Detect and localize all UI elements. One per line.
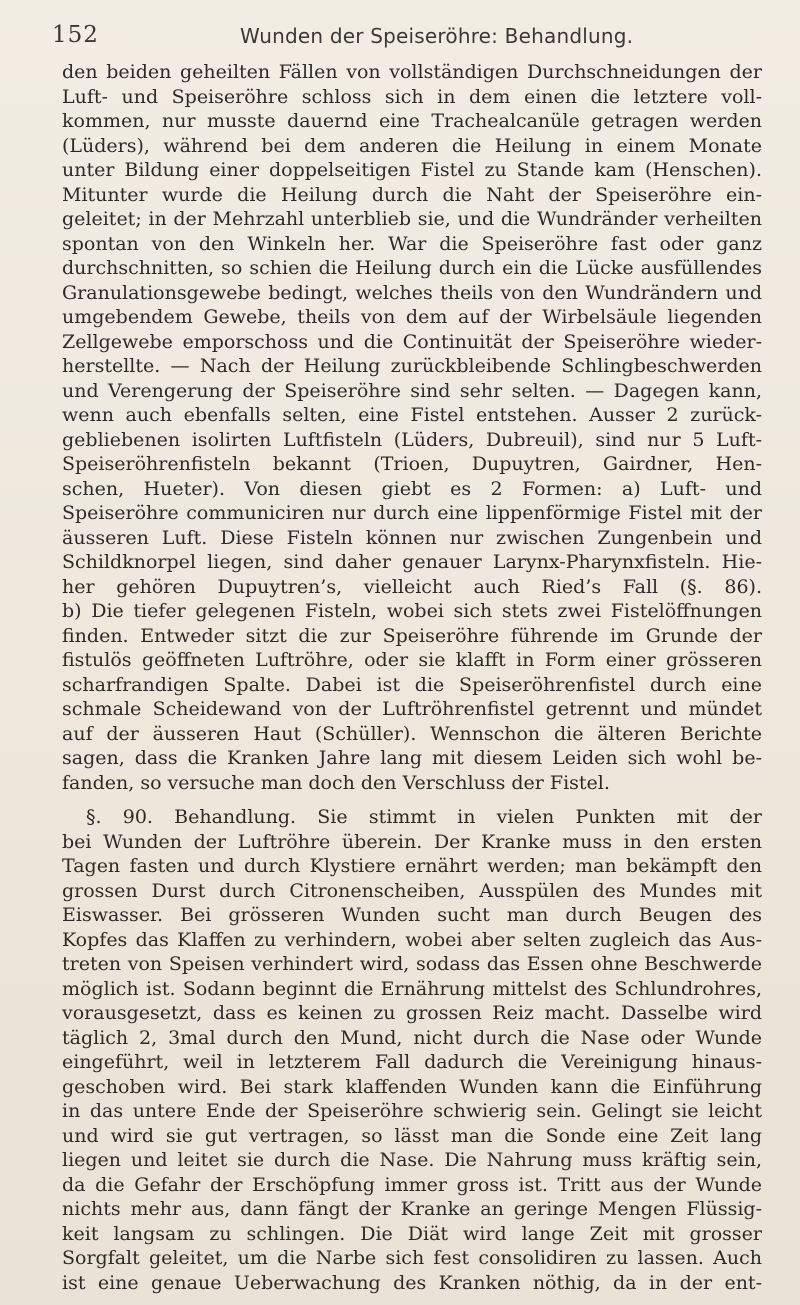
text-line: möglich ist. Sodann beginnt die Ernährung mittelst des Schlundrohres, (62, 977, 762, 1000)
running-title: Wunden der Speiseröhre: Behandlung. (240, 24, 634, 48)
text-line: gebliebenen isolirten Luftfisteln (Lüders, Dubreuil), sind nur 5 Luft- (62, 428, 762, 451)
text-line: spontan von den Winkeln her. War die Speiseröhre fast oder ganz (62, 232, 762, 255)
text-line: scharfrandigen Spalte. Dabei ist die Speiseröhrenfistel durch eine (62, 673, 762, 696)
text-line: her gehören Dupuytren’s, vielleicht auch Ried’s Fall (§. 86). (62, 575, 762, 598)
paragraph-treatment (62, 805, 762, 1295)
text-line: auf der äusseren Haut (Schüller). Wennschon die älteren Berichte (62, 722, 762, 745)
text-line: täglich 2, 3mal durch den Mund, nicht durch die Nase oder Wunde (62, 1026, 762, 1049)
page-number: 152 (52, 22, 99, 48)
paragraph-gap (62, 795, 762, 805)
text-line: nichts mehr aus, dann fängt der Kranke an geringe Mengen Flüssig- (62, 1198, 762, 1220)
text-line: treten von Speisen verhindert wird, sodass das Essen ohne Beschwerde (62, 953, 762, 975)
text-line: Tagen fasten und durch Klystiere ernährt werden; man bekämpft den (62, 855, 762, 877)
text-line: ist eine genaue Ueberwachung des Kranken nöthig, da in der ent- (62, 1271, 762, 1294)
text-line: finden. Entweder sitzt die zur Speiseröhre führende im Grunde der (62, 624, 762, 647)
text-line: Speiseröhrenfisteln bekannt (Trioen, Dupuytren, Gairdner, Hen- (62, 453, 762, 475)
text-line: und wird sie gut vertragen, so lässt man die Sonde eine Zeit lang (62, 1124, 762, 1147)
text-line: eingeführt, weil in letzterem Fall dadurch die Vereinigung hinaus- (62, 1051, 762, 1073)
text-line: in das untere Ende der Speiseröhre schwierig sein. Gelingt sie leicht (62, 1100, 762, 1122)
text-line: geleitet; in der Mehrzahl unterblieb sie, und die Wundränder verheilten (62, 208, 762, 230)
section-heading-line: §. 90. Behandlung. Sie stimmt in vielen Punkten mit der (86, 806, 762, 828)
text-line: geschoben wird. Bei stark klaffenden Wunden kann die Einführung (62, 1075, 762, 1098)
text-line: durchschnitten, so schien die Heilung durch ein die Lücke ausfüllendes (62, 257, 762, 279)
text-line: liegen und leitet sie durch die Nase. Die Nahrung muss kräftig sein, (62, 1149, 762, 1171)
text-line: schmale Scheidewand von der Luftröhrenfistel getrennt und mündet (62, 698, 762, 720)
text-line: keit langsam zu schlingen. Die Diät wird lange Zeit mit grosser (62, 1222, 762, 1245)
running-head (0, 22, 800, 56)
text-line: (Lüders), während bei dem anderen die Heilung in einem Monate (62, 134, 762, 157)
text-line: wenn auch ebenfalls selten, eine Fistel entstehen. Ausser 2 zurück- (62, 404, 762, 426)
text-line: fistulös geöffneten Luftröhre, oder sie klafft in Form einer grösseren (62, 649, 762, 671)
text-line: Granulationsgewebe bedingt, welches theils von den Wundrändern und (62, 281, 762, 304)
paragraph-fistula (62, 60, 762, 795)
text-line: Mitunter wurde die Heilung durch die Naht der Speiseröhre ein- (62, 183, 762, 206)
text-line: fanden, so versuche man doch den Verschluss der Fistel. (62, 771, 610, 794)
text-line: b) Die tiefer gelegenen Fisteln, wobei sich stets zwei Fistelöffnungen (62, 600, 762, 622)
text-line: Schildknorpel liegen, sind daher genauer Larynx-Pharynxfisteln. Hie- (62, 551, 762, 573)
text-line: und Verengerung der Speiseröhre sind sehr selten. — Dagegen kann, (62, 379, 762, 402)
text-line: bei Wunden der Luftröhre überein. Der Kranke muss in den ersten (62, 830, 762, 853)
text-line: den beiden geheilten Fällen von vollständigen Durchschneidungen der (62, 61, 762, 83)
text-line: kommen, nur musste dauernd eine Trachealcanüle getragen werden (62, 110, 762, 132)
text-line: vorausgesetzt, dass es keinen zu grossen Reiz macht. Dasselbe wird (62, 1002, 762, 1024)
text-line: unter Bildung einer doppelseitigen Fistel zu Stande kam (Henschen). (62, 159, 762, 181)
text-line: Luft- und Speiseröhre schloss sich in dem einen die letztere voll- (62, 85, 762, 108)
text-line: Eiswasser. Bei grösseren Wunden sucht man durch Beugen des (62, 904, 762, 926)
text-line: Speiseröhre communiciren nur durch eine lippenförmige Fistel mit der (62, 502, 762, 524)
text-line: grossen Durst durch Citronenscheiben, Ausspülen des Mundes mit (62, 879, 762, 902)
text-line: Kopfes das Klaffen zu verhindern, wobei aber selten zugleich das Aus- (62, 928, 762, 951)
text-line: herstellte. — Nach der Heilung zurückbleibende Schlingbeschwerden (62, 355, 762, 377)
text-line: sagen, dass die Kranken Jahre lang mit diesem Leiden sich wohl be- (62, 747, 762, 769)
text-line: Sorgfalt geleitet, um die Narbe sich fest consolidiren zu lassen. Auch (62, 1247, 762, 1269)
text-line: da die Gefahr der Erschöpfung immer gross ist. Tritt aus der Wunde (62, 1173, 762, 1196)
text-line: äusseren Luft. Diese Fisteln können nur zwischen Zungenbein und (62, 526, 762, 549)
text-line: schen, Hueter). Von diesen giebt es 2 Formen: a) Luft- und (62, 477, 762, 500)
text-line: Zellgewebe emporschoss und die Continuität der Speiseröhre wieder- (62, 330, 762, 353)
text-line: umgebendem Gewebe, theils von dem auf der Wirbelsäule liegenden (62, 306, 762, 328)
body-text (62, 60, 762, 1295)
